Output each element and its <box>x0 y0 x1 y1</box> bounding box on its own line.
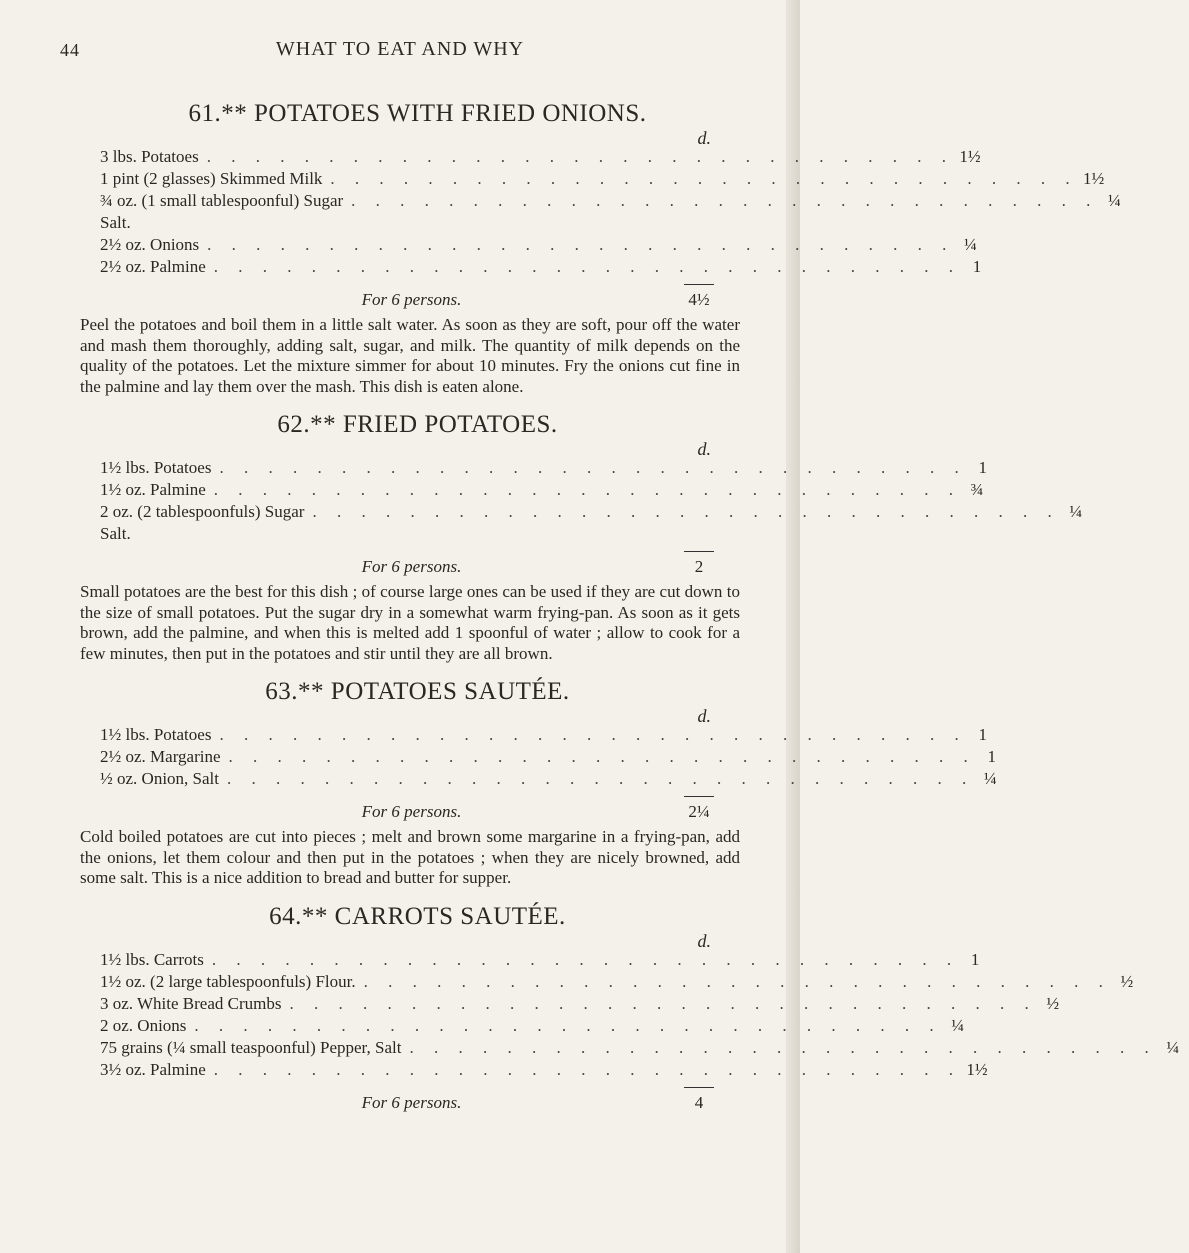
dot-leader: . . . . . . . . . . . . . . . . . . . . . . . . . . . . . . . <box>213 1059 962 1079</box>
ingredient-name: 1½ lbs. Carrots <box>100 949 204 969</box>
total-rule <box>684 1087 714 1088</box>
dot-leader: . . . . . . . . . . . . . . . . . . . . . . . . . . . . . . . <box>213 257 962 276</box>
ingredient-cost: ¼ <box>1069 502 1083 521</box>
recipe-title: 62.** FRIED POTATOES. <box>277 411 558 438</box>
serves-text: For 6 persons. <box>361 557 462 576</box>
ingredient-name: Salt. <box>100 213 131 232</box>
ingredient-row <box>100 971 1134 993</box>
recipe <box>80 100 1121 397</box>
dot-leader: . . . . . . . . . . . . . . . . . . . . . . . . . . . . . . . <box>289 993 1037 1013</box>
cost-column-heading: d. <box>697 706 711 726</box>
dot-leader: . . . . . . . . . . . . . . . . . . . . . . . . . . . . . . . <box>227 769 975 788</box>
dot-leader: . . . . . . . . . . . . . . . . . . . . . . . . . . . . . . . <box>213 480 962 499</box>
ingredient-name: 1½ lbs. Potatoes <box>100 458 212 477</box>
recipe <box>100 902 1180 1116</box>
ingredient-name: 75 grains (¼ small teaspoonful) Pepper, Salt <box>100 1037 402 1057</box>
cost-column-heading: d. <box>697 128 711 148</box>
total-rule <box>684 284 714 285</box>
ingredient-row <box>100 746 997 768</box>
ingredient-row <box>100 256 982 278</box>
serves-row <box>100 287 715 313</box>
recipe-instructions: Small potatoes are the best for this dish ; of course large ones can be used if they are cut down to the size of small potatoes. Put the sugar dry in a somewhat warm frying-pan. As soon as it gets brown, add the palmine, and when this is melted add 1 spoonful of water ; allow to cook for a few minutes, then put in the potatoes and stir until they are all brown. <box>80 582 740 663</box>
ingredient-row <box>100 190 1121 212</box>
ingredient-row <box>100 479 984 501</box>
ingredient-name: 1½ oz. (2 large tablespoonfuls) Flour. <box>100 971 356 991</box>
total-rule <box>684 551 714 552</box>
ingredient-row <box>100 724 987 746</box>
dot-leader: . . . . . . . . . . . . . . . . . . . . . . . . . . . . . . . <box>219 725 967 744</box>
serves-row <box>100 1090 715 1116</box>
page-number: 44 <box>60 40 80 60</box>
dot-leader: . . . . . . . . . . . . . . . . . . . . . . . . . . . . . . . <box>363 971 1111 991</box>
ingredient-cost: ½ <box>1046 993 1060 1013</box>
ingredient-cost <box>683 523 715 545</box>
running-title: WHAT TO EAT AND WHY <box>275 38 525 60</box>
recipe <box>80 678 997 889</box>
ingredient-row <box>100 1015 965 1037</box>
ingredient-row <box>100 234 977 256</box>
dot-leader: . . . . . . . . . . . . . . . . . . . . . . . . . . . . . . . <box>312 502 1060 521</box>
recipe-title: 64.** CARROTS SAUTÉE. <box>269 902 566 930</box>
serves-text: For 6 persons. <box>361 802 462 821</box>
ingredient-row <box>100 1059 988 1081</box>
ingredient-cost: 1 <box>972 257 982 276</box>
ingredient-name: 2½ oz. Margarine <box>100 747 221 766</box>
dot-leader: . . . . . . . . . . . . . . . . . . . . . . . . . . . . . . . <box>206 147 954 166</box>
ingredient-name: 3 lbs. Potatoes <box>100 147 199 166</box>
ingredient-row <box>100 146 981 168</box>
cost-column-heading: d. <box>697 439 711 459</box>
ingredient-name: 2½ oz. Palmine <box>100 257 206 276</box>
ingredient-row <box>100 993 1060 1015</box>
ingredient-name: 1½ oz. Palmine <box>100 480 206 499</box>
ingredient-cost: 1½ <box>1083 169 1105 188</box>
ingredient-name: 3½ oz. Palmine <box>100 1059 206 1079</box>
ingredient-name: 2½ oz. Onions <box>100 235 200 254</box>
ingredient-row <box>100 501 1083 523</box>
dot-leader: . . . . . . . . . . . . . . . . . . . . . . . . . . . . . . . <box>211 949 960 969</box>
total-cost: 2 <box>694 557 704 576</box>
ingredient-cost: ¾ <box>970 480 984 499</box>
cost-column-heading: d. <box>697 930 711 951</box>
ingredient-row <box>100 1037 1180 1059</box>
total-cost: 2¼ <box>688 802 710 821</box>
ingredient-name: Salt. <box>100 524 131 543</box>
ingredient-cost: 1 <box>978 458 987 477</box>
ingredient-row <box>100 523 715 545</box>
dot-leader: . . . . . . . . . . . . . . . . . . . . . . . . . . . . . . . <box>351 191 1099 210</box>
ingredient-cost: ¼ <box>1166 1037 1180 1057</box>
ingredient-cost: 1 <box>970 949 980 969</box>
ingredient-cost: 1½ <box>966 1059 988 1079</box>
ingredient-cost: 1 <box>987 747 997 766</box>
ingredient-name: 2 oz. (2 tablespoonfuls) Sugar <box>100 502 305 521</box>
ingredient-row <box>100 212 715 234</box>
ingredient-cost: ½ <box>1120 971 1134 991</box>
running-header <box>60 36 740 66</box>
ingredient-row <box>100 457 987 479</box>
recipe-title: 61.** POTATOES WITH FRIED ONIONS. <box>188 100 647 127</box>
dot-leader: . . . . . . . . . . . . . . . . . . . . . . . . . . . . . . . <box>409 1037 1157 1057</box>
ingredient-name: 1 pint (2 glasses) Skimmed Milk <box>100 169 323 188</box>
page-body <box>80 100 1180 1130</box>
dot-leader: . . . . . . . . . . . . . . . . . . . . . . . . . . . . . . . <box>228 747 976 766</box>
dot-leader <box>131 523 683 545</box>
recipe <box>80 411 1083 664</box>
ingredient-row <box>100 768 997 790</box>
total-cost: 4½ <box>688 290 710 309</box>
ingredient-name: ¾ oz. (1 small tablespoonful) Sugar <box>100 191 344 210</box>
dot-leader <box>131 212 683 234</box>
total-rule <box>684 796 714 797</box>
serves-text: For 6 persons. <box>361 1092 462 1112</box>
dot-leader: . . . . . . . . . . . . . . . . . . . . . . . . . . . . . . . <box>194 1015 942 1035</box>
ingredient-name: ½ oz. Onion, Salt <box>100 769 219 788</box>
ingredient-name: 3 oz. White Bread Crumbs <box>100 993 282 1013</box>
total-cost: 4 <box>694 1092 704 1112</box>
ingredient-cost: 1 <box>978 725 987 744</box>
serves-text: For 6 persons. <box>361 290 462 309</box>
ingredient-name: 2 oz. Onions <box>100 1015 187 1035</box>
recipe-instructions: Cold boiled potatoes are cut into pieces ; melt and brown some margarine in a frying-pan, add the onions, let them colour and then put in the potatoes ; when they are nicely browned, add some salt. This is a nice addition to bread and butter for supper. <box>80 827 740 887</box>
ingredient-cost: ¼ <box>951 1015 965 1035</box>
dot-leader: . . . . . . . . . . . . . . . . . . . . . . . . . . . . . . . <box>330 169 1078 188</box>
ingredient-cost <box>683 212 715 234</box>
ingredient-name: 1½ lbs. Potatoes <box>100 725 212 744</box>
ingredient-cost: ¼ <box>983 769 997 788</box>
ingredient-cost: ¼ <box>1108 191 1121 210</box>
recipe-title: 63.** POTATOES SAUTÉE. <box>265 678 570 705</box>
ingredient-row <box>100 949 980 971</box>
dot-leader: . . . . . . . . . . . . . . . . . . . . . . . . . . . . . . . <box>219 458 967 477</box>
serves-row <box>100 799 715 825</box>
dot-leader: . . . . . . . . . . . . . . . . . . . . . . . . . . . . . . . <box>207 235 955 254</box>
ingredient-cost: ¼ <box>964 235 977 254</box>
serves-row <box>100 554 715 580</box>
ingredient-cost: 1½ <box>959 147 981 166</box>
ingredient-row <box>100 168 1105 190</box>
recipe-instructions: Peel the potatoes and boil them in a little salt water. As soon as they are soft, pour off the water and mash them thoroughly, adding salt, sugar, and milk. The quantity of milk depends on the quality of the potatoes. Let the mixture simmer for about 10 minutes. Fry the onions cut fine in the palmine and lay them over the mash. This dish is eaten alone. <box>80 315 740 396</box>
